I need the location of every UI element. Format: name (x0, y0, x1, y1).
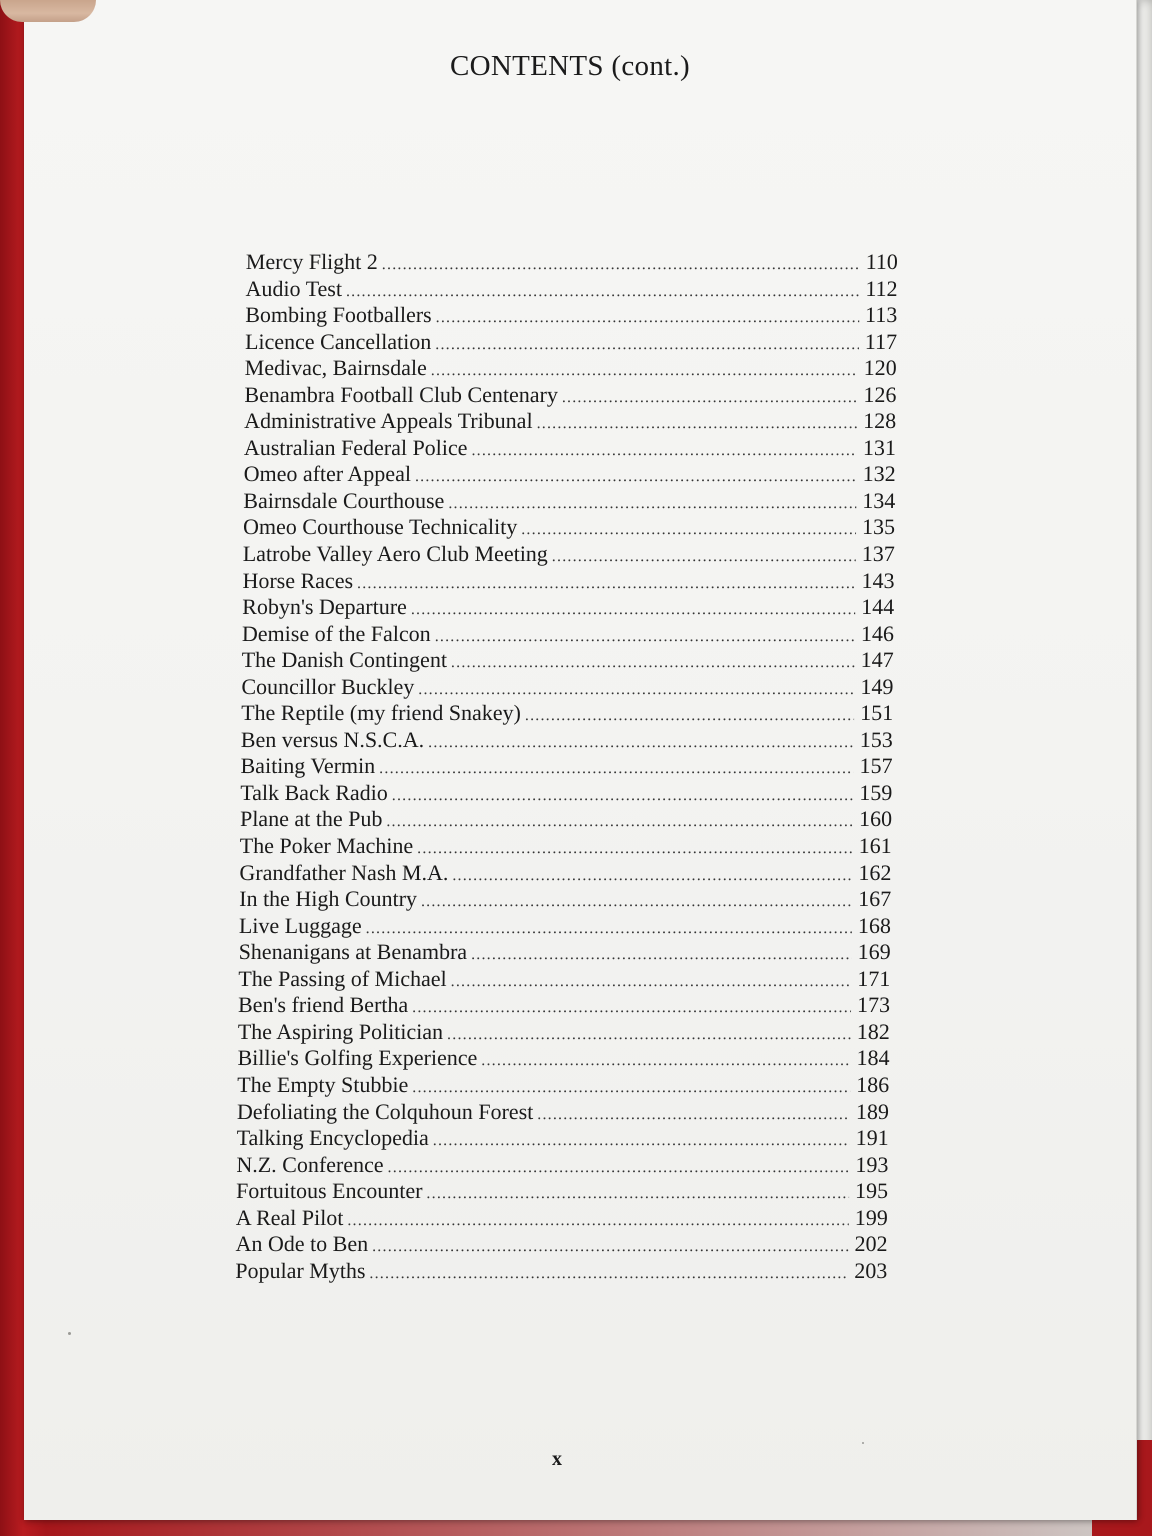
dot-leader (412, 1079, 850, 1097)
toc-entry-title: Omeo Courthouse Technicality (242, 514, 518, 540)
toc-entry-title: Talk Back Radio (240, 779, 388, 805)
toc-entry-title: Licence Cancellation (244, 328, 432, 354)
dot-leader (448, 495, 856, 513)
toc-entry (238, 939, 890, 966)
toc-entry-title: Horse Races (242, 567, 354, 593)
dot-leader (537, 415, 858, 433)
table-of-contents (235, 249, 898, 1284)
toc-entry-title: Baiting Vermin (240, 753, 376, 779)
dot-leader (421, 893, 852, 911)
toc-entry-page: 135 (861, 514, 896, 540)
dot-leader (451, 654, 855, 672)
toc-entry-page: 184 (856, 1045, 890, 1071)
dot-leader (412, 999, 851, 1017)
dot-leader (431, 362, 858, 380)
dot-leader (537, 1106, 850, 1124)
dot-leader (411, 601, 856, 619)
dot-leader (379, 760, 854, 778)
dot-leader (392, 787, 854, 805)
toc-entry-title: Mercy Flight 2 (245, 249, 378, 274)
toc-entry-page: 191 (855, 1125, 889, 1151)
dot-leader (525, 707, 854, 725)
toc-entry (236, 1152, 888, 1179)
dot-leader (382, 256, 860, 274)
toc-entry-page: 159 (859, 779, 893, 805)
toc-entry-page: 182 (856, 1018, 890, 1044)
toc-entry (246, 249, 898, 276)
toc-entry (243, 514, 895, 541)
dot-leader (435, 336, 859, 354)
toc-entry-title: Bombing Footballers (245, 302, 432, 328)
toc-entry (236, 1178, 888, 1205)
toc-entry-page: 126 (863, 381, 897, 407)
toc-entry (242, 594, 894, 621)
toc-entry-title: In the High Country (239, 886, 418, 912)
toc-entry-page: 161 (858, 833, 892, 859)
toc-entry (242, 647, 894, 674)
dot-leader (562, 389, 858, 407)
toc-entry-page: 173 (856, 992, 891, 1018)
toc-entry-title: Demise of the Falcon (241, 620, 431, 646)
toc-entry-page: 134 (862, 487, 896, 513)
toc-entry-page: 120 (863, 355, 897, 381)
dot-leader (471, 946, 852, 964)
toc-entry-title: Audio Test (245, 275, 343, 301)
toc-entry-title: The Aspiring Politician (237, 1018, 444, 1044)
dot-leader (418, 681, 854, 699)
contents-page (24, 0, 1137, 1520)
toc-entry-title: Talking Encyclopedia (236, 1125, 429, 1151)
dot-leader (388, 1159, 850, 1177)
toc-entry (242, 621, 894, 648)
toc-entry (245, 329, 897, 356)
toc-entry (241, 700, 893, 727)
toc-entry-title: Administrative Appeals Tribunal (244, 408, 533, 434)
dot-leader (436, 309, 860, 327)
toc-entry (235, 1231, 887, 1258)
dot-leader (366, 920, 852, 938)
toc-entry-page: 167 (858, 886, 892, 912)
toc-entry-title: Fortuitous Encounter (236, 1178, 423, 1204)
toc-entry (245, 302, 897, 329)
toc-entry-page: 113 (864, 302, 898, 328)
toc-entry (240, 780, 892, 807)
toc-entry (237, 1045, 889, 1072)
dot-leader (521, 521, 856, 539)
dot-leader (417, 840, 853, 858)
toc-entry (238, 992, 890, 1019)
toc-entry-title: N.Z. Conference (236, 1151, 384, 1177)
toc-entry-page: 168 (857, 912, 892, 938)
toc-entry-page: 171 (857, 965, 891, 991)
toc-entry-title: Plane at the Pub (239, 806, 383, 832)
toc-entry-page: 160 (858, 806, 893, 832)
toc-entry-title: The Passing of Michael (238, 965, 447, 991)
toc-entry-title: A Real Pilot (235, 1204, 344, 1230)
dot-leader (433, 1132, 850, 1150)
dot-leader (471, 442, 857, 460)
page-title: CONTENTS (cont.) (450, 50, 690, 82)
toc-entry-title: Robyn's Departure (242, 594, 408, 620)
toc-entry (237, 1099, 889, 1126)
toc-entry-title: Omeo after Appeal (243, 461, 412, 487)
dot-leader (435, 628, 855, 646)
toc-entry-page: 193 (855, 1151, 889, 1177)
dot-leader (386, 813, 853, 831)
toc-entry-title: The Empty Stubbie (237, 1071, 409, 1097)
toc-entry-page: 157 (859, 753, 893, 779)
toc-entry-page: 112 (865, 275, 898, 301)
toc-entry-page: 162 (858, 859, 892, 885)
toc-entry-page: 186 (856, 1071, 890, 1097)
toc-entry-title: Billie's Golfing Experience (237, 1045, 478, 1071)
toc-entry (244, 435, 896, 462)
toc-entry-title: Latrobe Valley Aero Club Meeting (242, 541, 549, 567)
thumb-holding-page (0, 0, 96, 22)
toc-entry-page: 153 (859, 726, 893, 752)
dot-leader (357, 575, 856, 593)
toc-entry (240, 833, 892, 860)
toc-entry-page: 169 (857, 939, 891, 965)
dot-leader (552, 548, 856, 566)
dot-leader (372, 1238, 849, 1256)
toc-entry-title: Ben's friend Bertha (237, 992, 409, 1018)
toc-entry-page: 137 (861, 541, 895, 567)
toc-entry-title: Medivac, Bairnsdale (244, 355, 427, 381)
dot-leader (447, 1026, 851, 1044)
toc-entry-page: 128 (863, 408, 897, 434)
toc-entry-title: Popular Myths (235, 1257, 366, 1283)
toc-entry-page: 149 (860, 673, 894, 699)
toc-entry-title: The Danish Contingent (241, 647, 448, 673)
toc-entry-title: Shenanigans at Benambra (238, 939, 468, 965)
toc-entry (241, 727, 893, 754)
dot-leader (481, 1052, 850, 1070)
dot-leader (426, 1185, 849, 1203)
toc-entry-title: Councillor Buckley (241, 673, 415, 699)
toc-entry (244, 408, 896, 435)
paper-speck (862, 1442, 864, 1444)
toc-entry-page: 195 (855, 1178, 889, 1204)
dot-leader (415, 468, 857, 486)
dot-leader (452, 867, 852, 885)
toc-entry-page: 110 (865, 249, 898, 274)
dot-leader (347, 1212, 849, 1230)
toc-entry-title: Bairnsdale Courthouse (243, 487, 445, 513)
toc-entry (242, 568, 894, 595)
toc-entry (237, 1125, 889, 1152)
toc-entry-page: 199 (854, 1204, 888, 1230)
toc-entry (240, 753, 892, 780)
toc-entry (235, 1258, 887, 1285)
toc-entry-page: 117 (864, 328, 898, 354)
toc-entry-title: An Ode to Ben (235, 1231, 369, 1257)
dot-leader (428, 734, 854, 752)
toc-entry-title: Live Luggage (238, 912, 362, 938)
page-number: x (552, 1448, 562, 1470)
toc-entry (236, 1205, 888, 1232)
toc-entry-title: Defoliating the Colquhoun Forest (236, 1098, 534, 1124)
toc-entry (243, 541, 895, 568)
toc-entry (243, 488, 895, 515)
toc-entry (240, 806, 892, 833)
toc-entry (245, 276, 897, 303)
toc-entry-title: Benambra Football Club Centenary (244, 381, 559, 407)
toc-entry-page: 131 (862, 434, 897, 460)
toc-entry-page: 143 (861, 567, 895, 593)
toc-entry-title: Grandfather Nash M.A. (239, 859, 449, 885)
toc-entry-page: 203 (854, 1257, 888, 1283)
toc-entry-title: Ben versus N.S.C.A. (240, 726, 425, 752)
toc-entry-page: 132 (862, 461, 896, 487)
toc-entry (243, 461, 895, 488)
toc-entry-page: 147 (860, 647, 894, 673)
toc-entry (239, 886, 891, 913)
toc-entry-page: 146 (860, 620, 895, 646)
toc-entry-page: 144 (861, 594, 895, 620)
toc-entry-title: Australian Federal Police (243, 434, 468, 460)
toc-entry (238, 966, 890, 993)
toc-entry (237, 1072, 889, 1099)
toc-entry-page: 189 (855, 1098, 890, 1124)
toc-entry-title: The Poker Machine (239, 833, 414, 859)
toc-entry-page: 151 (860, 700, 894, 726)
toc-entry (239, 913, 891, 940)
dot-leader (451, 973, 852, 991)
toc-entry-page: 202 (854, 1231, 888, 1257)
toc-entry (245, 355, 897, 382)
dot-leader (369, 1265, 848, 1283)
toc-entry (239, 860, 891, 887)
dot-leader (346, 283, 860, 301)
toc-entry (241, 674, 893, 701)
toc-entry-title: The Reptile (my friend Snakey) (241, 700, 522, 726)
toc-entry (238, 1019, 890, 1046)
toc-entry (244, 382, 896, 409)
paper-speck (68, 1332, 71, 1335)
